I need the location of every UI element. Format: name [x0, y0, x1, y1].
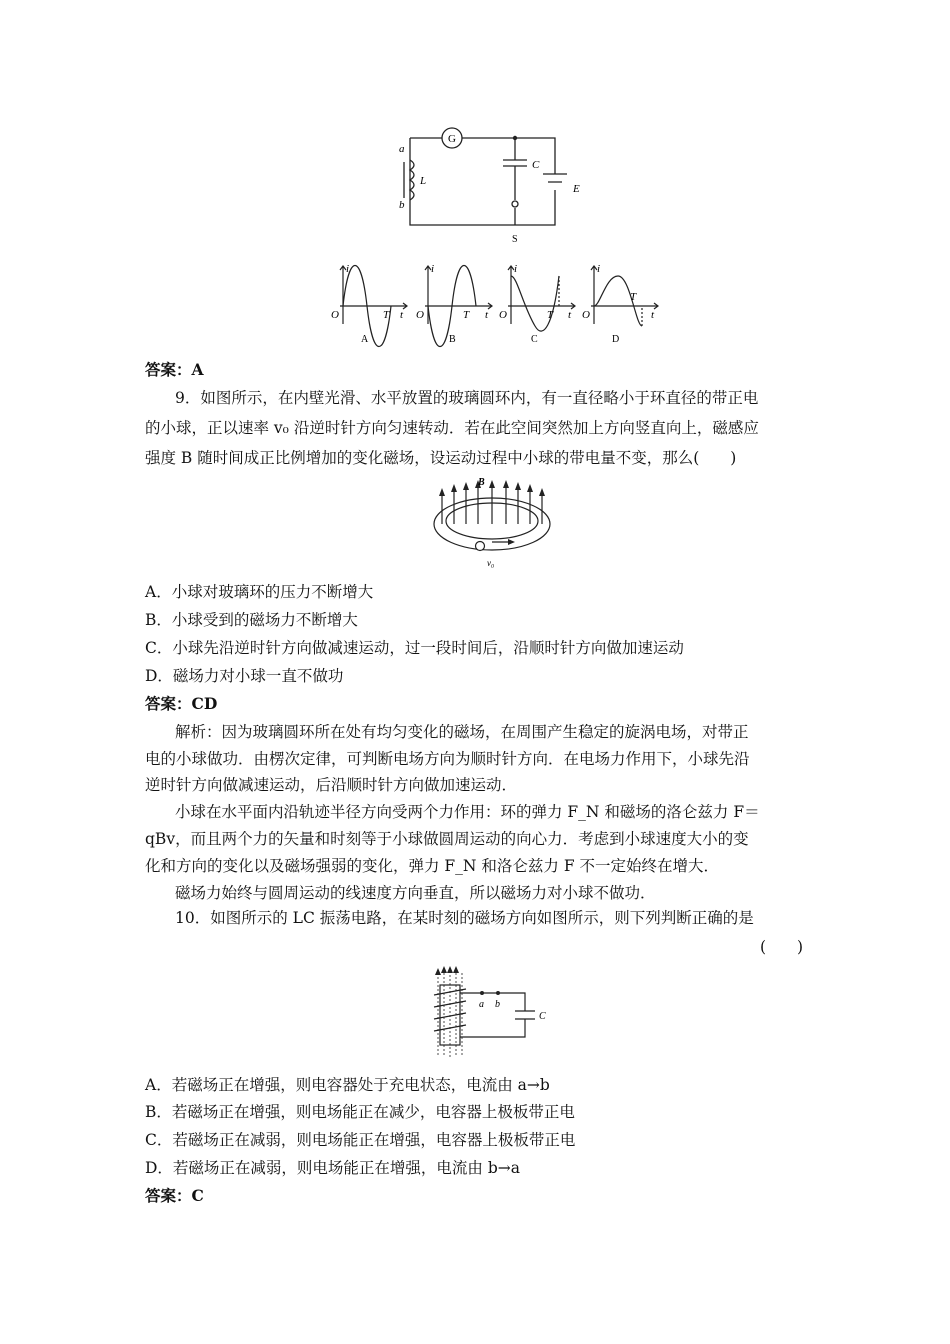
- q10-option-d: D．若磁场正在减弱，则电场能正在增强，电流由 b→a: [145, 1159, 521, 1177]
- option-d-label: D: [612, 334, 620, 345]
- label-c: C: [532, 159, 540, 171]
- lc-circuit-figure-1: [390, 120, 590, 250]
- q10-line1: 10．如图所示的 LC 振荡电路，在某时刻的磁场方向如图所示，则下列判断正确的是: [175, 909, 754, 927]
- option-c-label: C: [531, 334, 538, 345]
- answer-10: 答案：C: [145, 1186, 204, 1205]
- q10-option-a: A．若磁场正在增强，则电容器处于充电状态，电流由 a→b: [145, 1076, 550, 1094]
- option-a-label: A: [361, 334, 369, 345]
- svg-text:T: T: [547, 309, 554, 321]
- svg-text:O: O: [499, 309, 507, 321]
- q9-explain-5: qBv，而且两个力的矢量和时刻等于小球做圆周运动的向心力．考虑到小球速度大小的变: [145, 830, 749, 848]
- q9-explain-1: 解析：因为玻璃圆环所在处有均匀变化的磁场，在周围产生稳定的旋涡电场，对带正: [175, 723, 749, 741]
- q9-option-c: C．小球先沿逆时针方向做减速运动，过一段时间后，沿顺时针方向做加速运动: [145, 639, 684, 657]
- q9-explain-6: 化和方向的变化以及磁场强弱的变化，弹力 F_N 和洛仑兹力 F 不一定始终在增大．: [145, 857, 720, 875]
- label-s: S: [512, 234, 518, 245]
- svg-text:i: i: [346, 263, 350, 275]
- answer-9: 答案：CD: [145, 694, 218, 713]
- svg-text:O: O: [416, 309, 424, 321]
- q10-paren: ( ): [760, 938, 804, 956]
- svg-text:T: T: [630, 291, 637, 303]
- label-v0: v₀: [487, 558, 495, 568]
- q10-option-b: B．若磁场正在增强，则电场能正在减少，电容器上极板带正电: [145, 1103, 575, 1121]
- svg-text:t: t: [485, 309, 489, 321]
- label-l: L: [420, 175, 427, 187]
- galvanometer-label: G: [448, 133, 456, 145]
- label-b: b: [399, 199, 405, 211]
- label-c: C: [539, 1011, 546, 1022]
- svg-text:T: T: [463, 309, 470, 321]
- label-b: b: [495, 999, 500, 1010]
- q10-option-c: C．若磁场正在减弱，则电场能正在增强，电容器上极板带正电: [145, 1131, 576, 1149]
- q9-explain-7: 磁场力始终与圆周运动的线速度方向垂直，所以磁场力对小球不做功．: [175, 884, 656, 902]
- q9-option-a: A．小球对玻璃环的压力不断增大: [145, 583, 374, 601]
- q9-option-d: D．磁场力对小球一直不做功: [145, 667, 344, 685]
- q9-explain-2: 电的小球做功．由楞次定律，可判断电场方向为顺时针方向．在电场力作用下，小球先沿: [145, 750, 750, 768]
- svg-text:i: i: [514, 263, 518, 275]
- svg-text:t: t: [651, 309, 655, 321]
- svg-text:O: O: [331, 309, 339, 321]
- q9-option-b: B．小球受到的磁场力不断增大: [145, 611, 358, 629]
- q9-explain-3: 逆时针方向做减速运动，后沿顺时针方向做加速运动．: [145, 776, 518, 794]
- waveform-options: [325, 262, 665, 352]
- svg-text:t: t: [568, 309, 572, 321]
- label-b-field: B: [478, 477, 485, 488]
- q9-line1: 9．如图所示，在内壁光滑、水平放置的玻璃圆环内，有一直径略小于环直径的带正电: [175, 389, 759, 407]
- svg-text:T: T: [383, 309, 390, 321]
- glass-ring-figure: [430, 476, 555, 571]
- svg-text:t: t: [400, 309, 404, 321]
- option-b-label: B: [449, 334, 456, 345]
- svg-text:O: O: [582, 309, 590, 321]
- svg-text:i: i: [431, 263, 435, 275]
- q9-explain-4: 小球在水平面内沿轨迹半径方向受两个力作用：环的弹力 F_N 和磁场的洛仑兹力 F＝: [175, 803, 760, 821]
- label-a: a: [479, 999, 484, 1010]
- lc-coil-figure: [430, 965, 555, 1060]
- answer-8: 答案：A: [145, 360, 204, 379]
- svg-text:i: i: [597, 263, 601, 275]
- q9-line3: 强度 B 随时间成正比例增加的变化磁场，设运动过程中小球的带电量不变，那么( ): [145, 449, 737, 467]
- q9-line2: 的小球，正以速率 v₀ 沿逆时针方向匀速转动．若在此空间突然加上方向竖直向上，磁感应: [145, 419, 759, 437]
- label-e: E: [573, 183, 580, 195]
- label-a: a: [399, 143, 405, 155]
